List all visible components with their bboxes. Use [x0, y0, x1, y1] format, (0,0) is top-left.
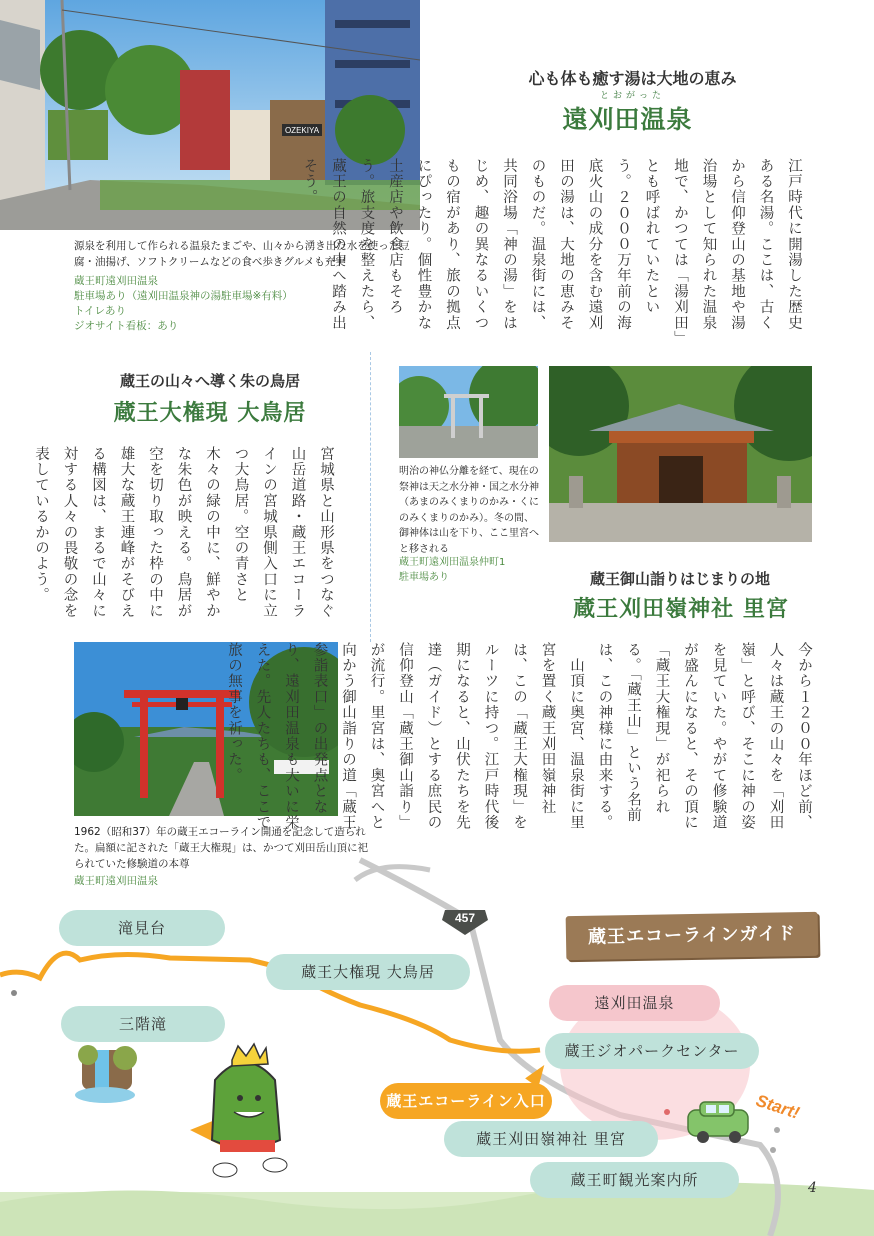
info-line: ジオサイト看板：あり: [74, 320, 179, 332]
section3-info: [399, 555, 549, 585]
map-label-tourist-info: 蔵王町観光案内所: [530, 1162, 739, 1198]
section2-caption: 1962（昭和37）年の蔵王エコーライン開通を記念して造られた。扁額に記された「蔵王大権現」は、かつて刈田岳山頂に祀られていた修験道の本尊: [74, 826, 368, 870]
map-label-daigongen: 蔵王大権現 大鳥居: [266, 954, 470, 990]
info-line: 蔵王町遠刈田温泉仲町1: [399, 557, 506, 568]
section3-body: 今から１２００年ほど前、人々は蔵王の山々を「刈田嶺」と呼び、そこに神の姿を見ていた。やがて修験道が盛んになると、その頂に「蔵王大権現」が祀られる。「蔵王山」という名前は、この神様に由来する。 山頂に奥宮、温泉街に里宮を置く蔵王刈田嶺神社は、この「蔵王大権現」をルーツに持つ。江戸時代後期になると、山伏たちを先達（ガイド）とする庶民の信仰登山「蔵王御山詣り」が流行。里宮は、奥宮へと向かう御山詣りの道「蔵王参詣表口」の出発点となり、遠刈田温泉も大いに栄えた。先人たちも、ここで旅の無事を祈った。: [226, 642, 812, 831]
shrine-photo: [549, 366, 812, 542]
map-label-satomiya: 蔵王刈田嶺神社 里宮: [444, 1121, 658, 1157]
section1-body: 江戸時代に開湯した歴史ある名湯。ここは、古くから信仰登山の基地や湯治場として知られた温泉地で、かつては「湯刈田」とも呼ばれていたという。２０００万年前の海底火山の成分を含む遠刈田の湯は、大地の恵みそのものだ。温泉街には、共同浴場「神の湯」をはじめ、趣の異なるいくつもの宿があり、旅の拠点にぴったり。個性豊かな土産店や飲食店もそろう。旅支度を整えたら、蔵王の自然の中へ踏み出そう。: [301, 158, 802, 340]
section3-caption: 明治の神仏分離を経て、現在の祭神は天之水分神・国之水分神（あまのみくまりのかみ・くにのみくまりのかみ）。冬の間、御神体は山を下り、ここ里宮へと移される: [399, 466, 539, 555]
info-line: 駐車場あり（遠刈田温泉神の湯駐車場※有料）: [74, 290, 293, 302]
map-label-takimidai: 滝見台: [59, 910, 225, 946]
info-line: 駐車場あり: [399, 572, 449, 583]
section1-info: [74, 274, 414, 334]
info-line: 蔵王町遠刈田温泉: [74, 275, 158, 287]
section2-body: 宮城県と山形県をつなぐ山岳道路・蔵王エコーラインの宮城県側入口に立つ大鳥居。空の青さと木々の緑の中に、鮮やかな朱色が映える。鳥居が空を切り取った枠の中に雄大な蔵王連峰がそびえる構図は、まるで山々に対する人々の畏敬の念を表しているかのよう。: [33, 446, 334, 619]
section1-ruby: とおがった: [599, 91, 665, 101]
map-label-togatta: 遠刈田温泉: [549, 985, 720, 1021]
map-label-sankaidaki: 三階滝: [61, 1006, 225, 1042]
column-divider: [370, 352, 371, 642]
shrine-torii-photo: [399, 366, 538, 458]
info-line: トイレあり: [74, 305, 126, 317]
map-label-echoline-entrance: 蔵王エコーライン入口: [380, 1083, 552, 1119]
guide-title-banner: [566, 912, 819, 960]
route-457-label: 457: [454, 911, 476, 925]
map-label-geopark: 蔵王ジオパークセンター: [545, 1033, 759, 1069]
ozekiya-sign: OZEKIYA: [284, 126, 320, 135]
section1-title: 遠刈田温泉: [562, 105, 693, 134]
section1-tagline: 心も体も癒す湯は大地の恵み: [528, 69, 737, 88]
mascot-icon: [190, 1044, 287, 1177]
start-label: Start!: [753, 1090, 802, 1123]
section2-tagline: 蔵王の山々へ導く朱の鳥居: [119, 372, 300, 390]
section3-tagline: 蔵王御山詣りはじまりの地: [589, 570, 770, 588]
info-line: 蔵王町遠刈田温泉: [74, 875, 158, 887]
section3-title: 蔵王刈田嶺神社 里宮: [573, 597, 789, 622]
guide-title: 蔵王エコーラインガイド: [587, 923, 797, 948]
page-number: 4: [808, 1180, 817, 1196]
section1-caption: 源泉を利用して作られる温泉たまごや、山々から湧き出た水を使った豆腐・油揚げ、ソフトクリームなどの食べ歩きグルメも充実: [74, 240, 410, 268]
waterfall-icon: [75, 1045, 137, 1103]
section2-title: 蔵王大権現 大鳥居: [113, 401, 307, 426]
